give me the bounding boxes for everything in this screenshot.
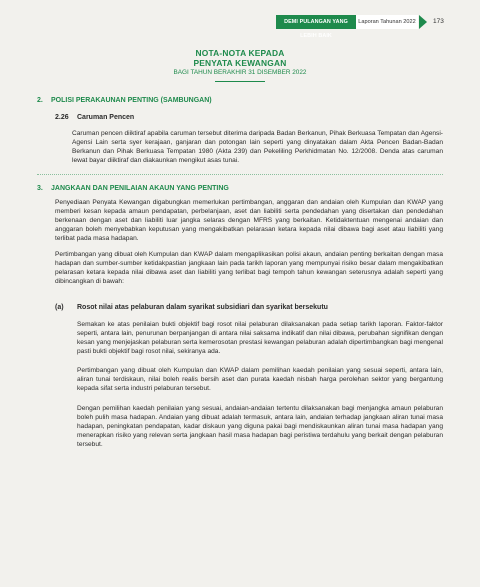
caruman-pencen-paragraph: Caruman pencen diiktiraf apabila caruman tersebut diterima daripada Badan Berkanun, Pihak Berkuasa Tempatan dan Agensi-Agensi Lain serta syer kerajaan, ganjaran dan potongan lain seperti yang dinyatakan dalam Akta Pencen Badan-Badan Berkanun dan Pihak Berkuasa Tempatan 1980 (Akta 239) dan Pekeliling Perkhidmatan No. 12/2008. Denda atas caruman lewat bayar diiktiraf dan diakaunkan mengikut asas tunai. bbox=[72, 130, 443, 164]
subsection-2-26-number: 2.26 bbox=[55, 114, 69, 121]
page-title bbox=[0, 48, 480, 82]
section-2-number: 2. bbox=[37, 97, 43, 104]
title-line-1: NOTA-NOTA KEPADA bbox=[195, 48, 285, 58]
subsection-a-title: Rosot nilai atas pelaburan dalam syarikat subsidiari dan syarikat bersekutu bbox=[77, 304, 328, 311]
subsection-a-heading bbox=[55, 303, 328, 312]
section-divider bbox=[37, 174, 443, 175]
page-number: 173 bbox=[433, 18, 444, 25]
impairment-paragraph-1: Semakan ke atas penilaian bukti objektif bagi rosot nilai pelaburan dilaksanakan pada setiap tarikh laporan. Faktor-faktor seperti, antara lain, penurunan berpanjangan di antara nilai saksama indikatif dan nilai dibawa, perubahan signifikan dengan kesan yang menjejaskan pelaburan serta kemerosotan prestasi kewangan pelaburan adalah dipertimbangkan bagi mengenal pasti bukti objektif bagi rosot nilai, sekiranya ada. bbox=[77, 321, 443, 355]
title-line-2: PENYATA KEWANGAN bbox=[193, 58, 287, 68]
header-report-label: Laporan Tahunan 2022 bbox=[356, 15, 418, 29]
header-section-label: DEMI PULANGAN YANG LEBIH BAIK bbox=[276, 15, 356, 29]
section-3-number: 3. bbox=[37, 185, 43, 192]
subsection-a-label: (a) bbox=[55, 304, 64, 311]
section-3-heading bbox=[37, 184, 229, 193]
impairment-paragraph-2: Pertimbangan yang dibuat oleh Kumpulan dan KWAP dalam pemilihan kaedah penilaian yang sesuai seperti, antara lain, aliran tunai terdiskaun, nilai boleh realis bersih aset dan purata kaedah nisbah harga perolehan sektor yang bergantung kepada sifat serta industri pelaburan tersebut. bbox=[77, 367, 443, 392]
header-bar bbox=[0, 15, 480, 39]
title-divider bbox=[215, 81, 265, 82]
chevron-right-icon bbox=[419, 15, 427, 29]
section-2-title: POLISI PERAKAUNAN PENTING (SAMBUNGAN) bbox=[51, 97, 212, 104]
section-2-heading bbox=[37, 96, 212, 105]
impairment-paragraph-3: Dengan pemilihan kaedah penilaian yang sesuai, andaian-andaian tertentu dilaksanakan bagi menjangka amaun pelaburan boleh pulih masa hadapan. Andaian yang dibuat adalah termasuk, antara lain, andaian terhadap jangkaan aliran tunai masa hadapan, peningkatan pendapatan, kadar diskaun yang diguna pakai bagi mendiskaunkan aliran tunai masa hadapan yang menerapkan risiko yang relevan serta jangkaan hasil masa hadapan bagi peristiwa terdahulu yang berkait dengan pelaburan tersebut. bbox=[77, 405, 443, 448]
subsection-2-26-title: Caruman Pencen bbox=[77, 114, 135, 121]
section-3-paragraph-2: Pertimbangan yang dibuat oleh Kumpulan dan KWAP dalam mengaplikasikan polisi akaun, andaian penting berkaitan dengan masa hadapan dan sumber-sumber ketidakpastian jangkaan lain pada tarikh laporan yang mempunyai risiko besar dalam mengakibatkan pelarasan ketara kepada nilai dibawa aset dan liabiliti yang terlibat bagi tempoh tahun kewangan seterusnya adalah seperti yang dibincangkan di bawah: bbox=[55, 251, 443, 285]
section-3-title: JANGKAAN DAN PENILAIAN AKAUN YANG PENTING bbox=[51, 185, 229, 192]
section-3-paragraph-1: Penyediaan Penyata Kewangan digabungkan memerlukan pertimbangan, anggaran dan andaian oleh Kumpulan dan KWAP yang memberi kesan kepada amaun pendapatan, perbelanjaan, aset dan liabiliti serta pendedahan yang disertakan dan pendedahan berkenaan dengan aset dan liabiliti luar jangka selaras dengan MFRS yang berkaitan. Ketidaktentuan mengenai andaian dan anggaran boleh menyebabkan keputusan yang mengakibatkan pelarasan ketara kepada nilai dibawa bagi aset atau liabiliti yang terlibat pada masa hadapan. bbox=[55, 199, 443, 242]
title-subtitle: BAGI TAHUN BERAKHIR 31 DISEMBER 2022 bbox=[173, 69, 307, 76]
subsection-2-26-heading bbox=[55, 113, 134, 122]
